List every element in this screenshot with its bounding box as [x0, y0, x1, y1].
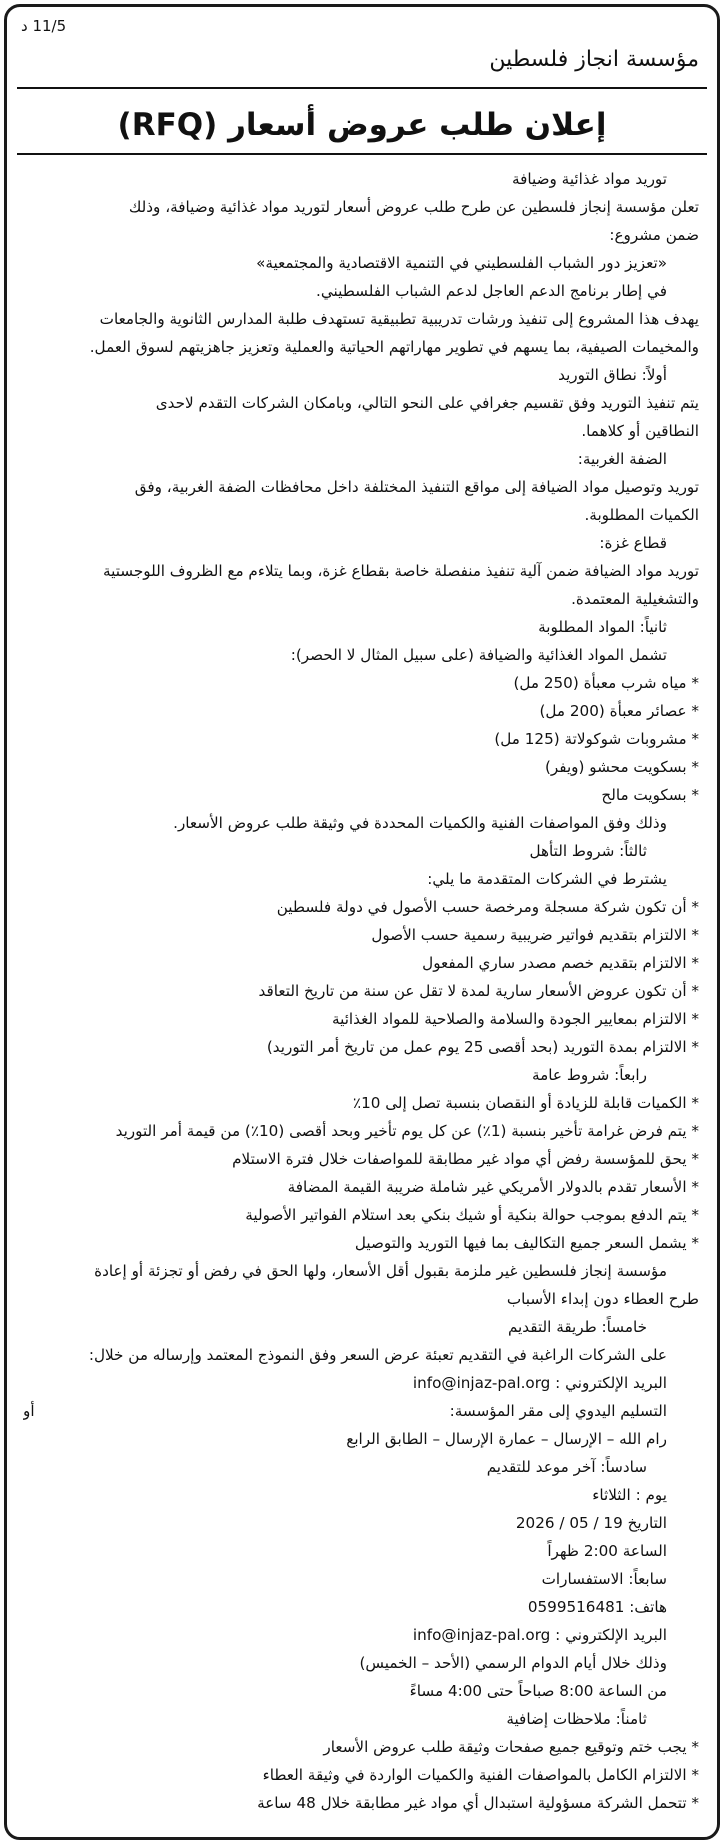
bullet-item: * الالتزام بمعايير الجودة والسلامة والصلاحية للمواد الغذائية: [23, 1005, 701, 1033]
body-line: البريد الإلكتروني : info@injaz-pal.org: [412, 1374, 667, 1392]
header-divider: [17, 87, 707, 89]
body-line: يوم : الثلاثاء: [592, 1486, 667, 1504]
bullet-item: * الالتزام بتقديم فواتير ضريبية رسمية حسب الأصول: [23, 921, 701, 949]
bullet-item: * بسكويت محشو (ويفر): [23, 753, 701, 781]
bullet-item: * بسكويت مالح: [23, 781, 701, 809]
body-line: والتشغيلية المعتمدة.: [571, 590, 699, 608]
bullet-item: * يشمل السعر جميع التكاليف بما فيها التوريد والتوصيل: [23, 1229, 701, 1257]
bullet-item: * يتم الدفع بموجب حوالة بنكية أو شيك بنكي بعد استلام الفواتير الأصولية: [23, 1201, 701, 1229]
body-line: الضفة الغربية:: [577, 450, 667, 468]
body-line: هاتف: 0599516481: [527, 1598, 667, 1616]
body-line: توريد مواد الضيافة ضمن آلية تنفيذ منفصلة خاصة بقطاع غزة، وبما يتلاءم مع الظروف اللوجستية: [102, 562, 699, 580]
body-line: ثانياً: المواد المطلوبة: [538, 618, 667, 636]
bullet-item: * عصائر معبأة (200 مل): [23, 697, 701, 725]
body-line: سادساً: آخر موعد للتقديم: [486, 1458, 647, 1476]
bullet-item: * تتحمل الشركة مسؤولية استبدال أي مواد غير مطابقة خلال 48 ساعة: [23, 1789, 701, 1817]
bullet-item: * يحق للمؤسسة رفض أي مواد غير مطابقة للمواصفات خلال فترة الاستلام: [23, 1145, 701, 1173]
page-number: 11/5 د: [21, 17, 67, 35]
body-line: ضمن مشروع:: [609, 226, 699, 244]
body-line: ثامناً: ملاحظات إضافية: [506, 1710, 647, 1728]
bullet-item: * أن تكون عروض الأسعار سارية لمدة لا تقل عن سنة من تاريخ التعاقد: [23, 977, 701, 1005]
body-line: تشمل المواد الغذائية والضيافة (على سبيل المثال لا الحصر):: [290, 646, 667, 664]
ad-body: [23, 165, 701, 1817]
body-line: أولاً: نطاق التوريد: [558, 366, 667, 384]
bullet-item: * الأسعار تقدم بالدولار الأمريكي غير شاملة ضريبة القيمة المضافة: [23, 1173, 701, 1201]
bullet-item: * مياه شرب معبأة (250 مل): [23, 669, 701, 697]
body-line: الكميات المطلوبة.: [584, 506, 699, 524]
body-line: والمخيمات الصيفية، بما يسهم في تطوير مهاراتهم الحياتية والعملية وتعزيز جاهزيتهم لسوق العمل.: [89, 338, 699, 356]
body-line: البريد الإلكتروني : info@injaz-pal.org: [412, 1626, 667, 1644]
body-line: [23, 1397, 701, 1425]
body-line: وذلك خلال أيام الدوام الرسمي (الأحد – الخميس): [359, 1654, 667, 1672]
body-line: توريد وتوصيل مواد الضيافة إلى مواقع التنفيذ المختلفة داخل محافظات الضفة الغربية، وفق: [134, 478, 699, 496]
or-marker: أو: [23, 1402, 35, 1420]
body-line: في إطار برنامج الدعم العاجل لدعم الشباب الفلسطيني.: [316, 282, 667, 300]
body-line: على الشركات الراغبة في التقديم تعبئة عرض السعر وفق النموذج المعتمد وإرساله من خلال:: [88, 1346, 667, 1364]
bullet-item: * الالتزام بتقديم خصم مصدر ساري المفعول: [23, 949, 701, 977]
body-line: من الساعة 8:00 صباحاً حتى 4:00 مساءً: [409, 1682, 667, 1700]
body-line: طرح العطاء دون إبداء الأسباب: [506, 1290, 699, 1308]
bullet-item: * أن تكون شركة مسجلة ومرخصة حسب الأصول في دولة فلسطين: [23, 893, 701, 921]
body-line: خامساً: طريقة التقديم: [507, 1318, 647, 1336]
body-line: يهدف هذا المشروع إلى تنفيذ ورشات تدريبية تطبيقية تستهدف طلبة المدارس الثانوية والجامعات: [99, 310, 699, 328]
bullet-item: * مشروبات شوكولاتة (125 مل): [23, 725, 701, 753]
body-line: يشترط في الشركات المتقدمة ما يلي:: [427, 870, 667, 888]
organization-name: مؤسسة انجاز فلسطين: [489, 47, 699, 72]
body-line: «تعزيز دور الشباب الفلسطيني في التنمية الاقتصادية والمجتمعية»: [256, 254, 667, 272]
bullet-item: * الكميات قابلة للزيادة أو النقصان بنسبة تصل إلى 10٪: [23, 1089, 701, 1117]
body-line: يتم تنفيذ التوريد وفق تقسيم جغرافي على النحو التالي، وبامكان الشركات التقدم لاحدى: [155, 394, 699, 412]
body-line: وذلك وفق المواصفات الفنية والكميات المحددة في وثيقة طلب عروض الأسعار.: [173, 814, 667, 832]
body-line: رابعاً: شروط عامة: [532, 1066, 647, 1084]
body-line: النطاقين أو كلاهما.: [581, 422, 699, 440]
body-line: ثالثاً: شروط التأهل: [529, 842, 647, 860]
ad-frame: [4, 4, 720, 1840]
bullet-item: * الالتزام بمدة التوريد (بحد أقصى 25 يوم عمل من تاريخ أمر التوريد): [23, 1033, 701, 1061]
bullet-item: * يجب ختم وتوقيع جميع صفحات وثيقة طلب عروض الأسعار: [23, 1733, 701, 1761]
bullet-item: * يتم فرض غرامة تأخير بنسبة (1٪) عن كل يوم تأخير وبحد أقصى (10٪) من قيمة أمر التوريد: [23, 1117, 701, 1145]
body-line: تعلن مؤسسة إنجاز فلسطين عن طرح طلب عروض أسعار لتوريد مواد غذائية وضيافة، وذلك: [128, 198, 699, 216]
body-line: رام الله – الإرسال – عمارة الإرسال – الطابق الرابع: [346, 1430, 667, 1448]
body-line-text: التسليم اليدوي إلى مقر المؤسسة:: [449, 1402, 667, 1420]
title-divider: [17, 153, 707, 155]
body-line: سابعاً: الاستفسارات: [541, 1570, 667, 1588]
body-line: قطاع غزة:: [599, 534, 667, 552]
body-line: الساعة 2:00 ظهراً: [547, 1542, 667, 1560]
ad-title: إعلان طلب عروض أسعار (RFQ): [117, 107, 607, 143]
body-line: مؤسسة إنجاز فلسطين غير ملزمة بقبول أقل الأسعار، ولها الحق في رفض أو تجزئة أو إعادة: [94, 1262, 667, 1280]
body-line: التاريخ 19 / 05 / 2026: [515, 1514, 667, 1532]
body-line: توريد مواد غذائية وضيافة: [512, 170, 667, 188]
bullet-item: * الالتزام الكامل بالمواصفات الفنية والكميات الواردة في وثيقة العطاء: [23, 1761, 701, 1789]
